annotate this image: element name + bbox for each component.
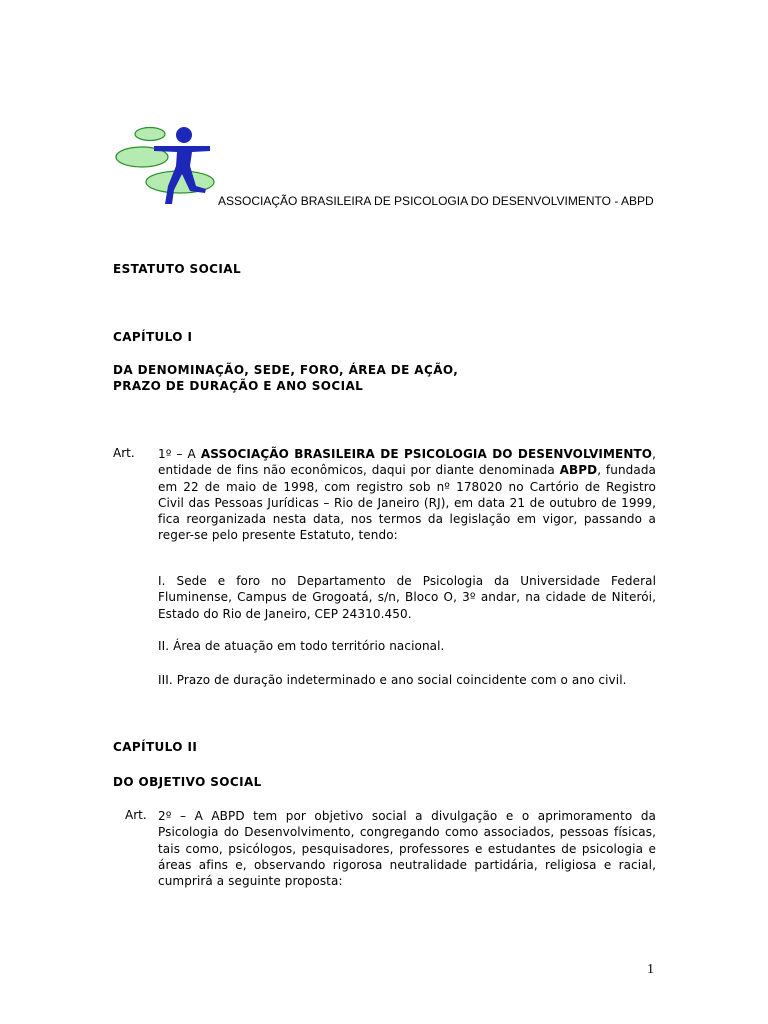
article-1-number: 1º – A [158, 447, 196, 461]
article-1-item-3: III. Prazo de duração indeterminado e ano social coincidente com o ano civil. [158, 673, 627, 687]
association-name: ASSOCIAÇÃO BRASILEIRA DE PSICOLOGIA DO DESENVOLVIMENTO [200, 447, 653, 461]
association-abbreviation: ABPD [559, 463, 598, 478]
page-number: 1 [647, 962, 654, 977]
chapter-1-title: CAPÍTULO I [113, 330, 193, 344]
article-1-item-2: II. Área de atuação em todo território nacional. [158, 639, 445, 653]
article-2-label: Art. [125, 808, 147, 822]
organization-name: ASSOCIAÇÃO BRASILEIRA DE PSICOLOGIA DO DESENVOLVIMENTO - ABPD [218, 194, 654, 208]
chapter-2-title: CAPÍTULO II [113, 740, 198, 754]
article-1-paragraph [158, 446, 656, 544]
article-1-text-b: , fundada em 22 de maio de 1998, com registro sob nº 178020 no Cartório de Registro Civil das Pessoas Jurídicas – Rio de Janeiro (RJ), em data 21 de outubro de 1999, fica reorganizada nesta data, nos termos da legislação em vigor, passando a reger-se pelo presente Estatuto, tendo: [158, 463, 656, 543]
article-1-label: Art. [113, 446, 135, 460]
article-2-paragraph: 2º – A ABPD tem por objetivo social a divulgação e o aprimoramento da Psicologia do Desenvolvimento, congregando como associados, pessoas físicas, tais como, psicólogos, pesquisadores, professores e estudantes de psicologia e áreas afins e, observando rigorosa neutralidade partidária, religiosa e racial, cumprirá a seguinte proposta: [158, 809, 656, 889]
article-1-item-1: I. Sede e foro no Departamento de Psicologia da Universidade Federal Fluminense, Campus de Grogoatá, s/n, Bloco O, 3º andar, na cidade de Niterói, Estado do Rio de Janeiro, CEP 24310.450. [158, 574, 656, 621]
article-1-text-a: , entidade de fins não econômicos, daqui por diante denominada [158, 447, 656, 478]
chapter-1-subtitle-line-2: PRAZO DE DURAÇÃO E ANO SOCIAL [113, 379, 364, 393]
document-title: ESTATUTO SOCIAL [113, 262, 241, 276]
chapter-2-subtitle: DO OBJETIVO SOCIAL [113, 775, 262, 789]
chapter-1-subtitle-line-1: DA DENOMINAÇÃO, SEDE, FORO, ÁREA DE AÇÃO, [113, 363, 459, 377]
person-figure-logo-icon [110, 122, 215, 210]
